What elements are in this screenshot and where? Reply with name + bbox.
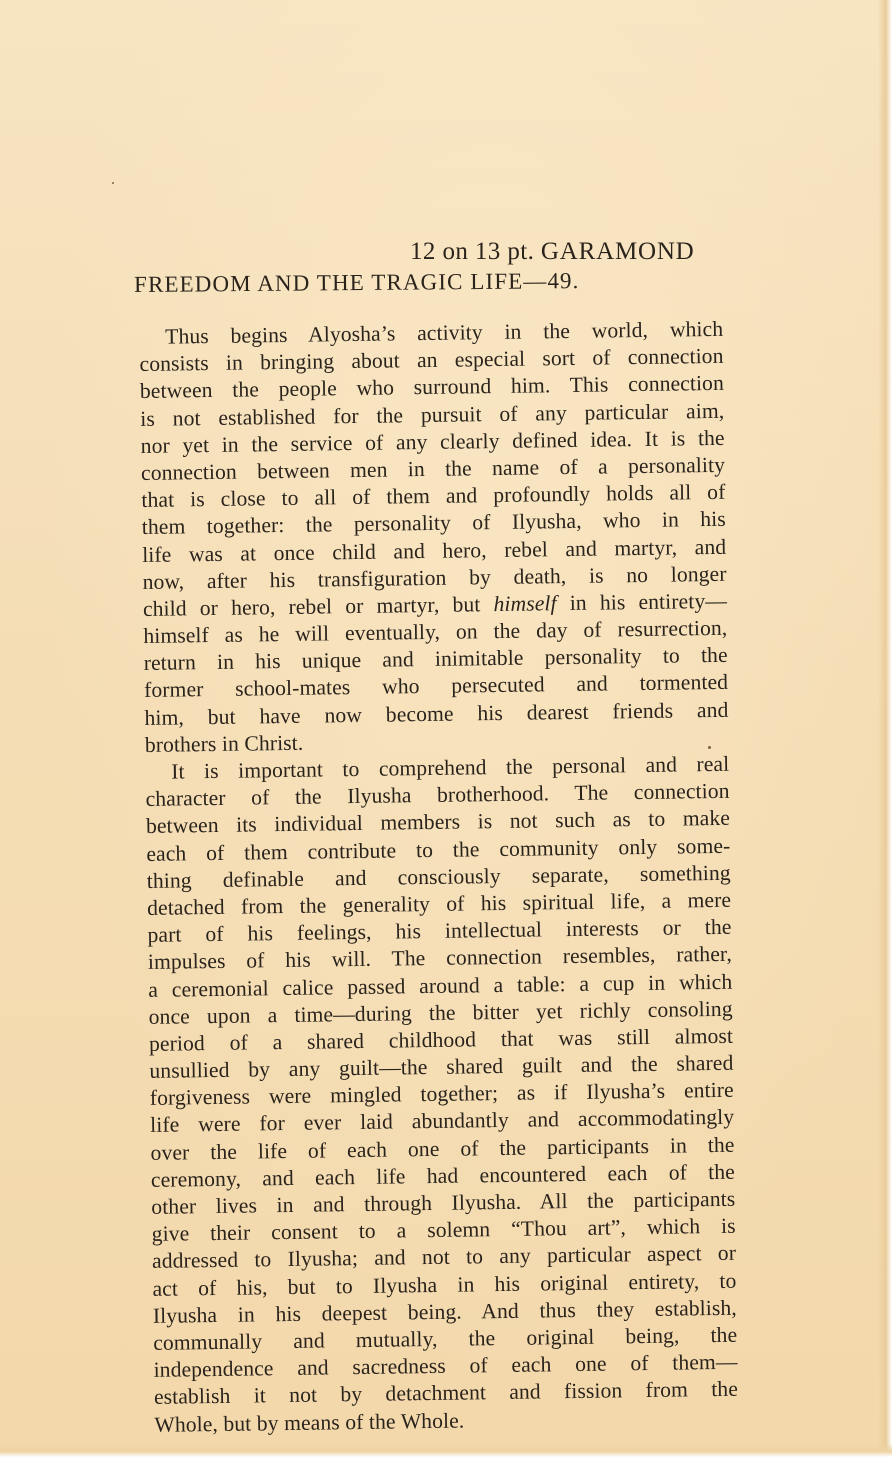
text-line: communally and mutually, the original being, the [153, 1322, 738, 1355]
paragraph-1 [139, 316, 729, 759]
text-line: forgiveness were mingled together; as if Ilyusha’s entire [149, 1078, 734, 1111]
text-line: character of the Ilyusha brotherhood. The connection [145, 778, 730, 812]
paper-speck [112, 182, 114, 184]
text-line: return in his unique and inimitable personality to the [143, 643, 728, 676]
text-line: other lives in and through Ilyusha. All the participants [151, 1186, 736, 1219]
text-span: child or hero, rebel or martyr, but [142, 591, 494, 621]
typeface-size: 12 on 13 pt. [410, 238, 535, 265]
text-line: himself as he will eventually, on the day of resurrection, [143, 615, 728, 649]
text-line: now, after his transfiguration by death, is no longer [142, 561, 727, 594]
text-line: give their consent to a solemn “Thou art”, which is [151, 1213, 736, 1247]
text-line: him, but have now become his dearest friends and [144, 697, 729, 730]
text-line: each of them contribute to the community only some- [146, 833, 731, 866]
text-line: former school-mates who persecuted and tormented [143, 670, 729, 703]
text-line: thing definable and consciously separate, something [146, 860, 731, 893]
text-line: once upon a time—during the bitter yet richly consoling [148, 996, 733, 1029]
torn-right-edge [878, 0, 892, 1457]
text-line: life was at once child and hero, rebel and martyr, and [142, 534, 727, 567]
italic-emphasis: himself [493, 591, 557, 616]
text-line: connection between men in the name of a personality [140, 452, 726, 485]
text-line: between its individual members is not such as to make [145, 806, 731, 839]
typeface-spec [410, 238, 695, 266]
text-line: detached from the generality of his spiritual life, a mere [146, 887, 732, 920]
text-line: consists in bringing about an especial sort of connection [139, 344, 724, 377]
text-line: Ilyusha in his deepest being. And thus they establish, [152, 1295, 737, 1328]
text-line: period of a shared childhood that was still almost [148, 1023, 734, 1056]
text-line: Thus begins Alyosha’s activity in the world, which [165, 316, 724, 349]
text-line: nor yet in the service of any clearly defined idea. It is the [140, 425, 725, 458]
text-line: establish it not by detachment and fission from the [153, 1377, 739, 1410]
text-line: part of his feelings, his intellectual interests or the [147, 914, 732, 948]
text-line: It is important to comprehend the personal and real [171, 751, 730, 784]
text-line: act of his, but to Ilyusha in his original entirety, to [152, 1268, 737, 1301]
body-text [139, 316, 739, 1439]
running-head: FREEDOM AND THE TRAGIC LIFE—49. [134, 268, 580, 297]
page-bottom-edge [0, 1443, 892, 1457]
paper-speck [708, 746, 711, 749]
text-line: addressed to Ilyusha; and not to any particular aspect or [151, 1241, 737, 1274]
text-line: ceremony, and each life had encountered each of the [150, 1159, 736, 1192]
text-line: a ceremonial calice passed around a table: a cup in which [148, 969, 733, 1002]
text-line: brothers in Christ. [144, 730, 304, 757]
text-line: them together: the personality of Ilyusha, who in his [141, 507, 726, 540]
text-line: is not established for the pursuit of any particular aim, [140, 398, 725, 431]
paragraph-2 [145, 751, 738, 1439]
text-span: in his entirety— [556, 588, 728, 616]
text-line: Whole, but by means of the Whole. [154, 1408, 465, 1437]
text-line: over the life of each one of the participants in the [150, 1132, 735, 1165]
text-line: impulses of his will. The connection resembles, rather, [147, 942, 733, 975]
text-line: unsullied by any guilt—the shared guilt and the shared [149, 1050, 734, 1083]
typeface-name: GARAMOND [540, 238, 695, 265]
text-line: independence and sacredness of each one of them— [153, 1349, 738, 1383]
text-line: between the people who surround him. This connection [139, 371, 725, 404]
text-line: that is close to all of them and profoundly holds all of [141, 479, 726, 513]
text-line: life were for ever laid abundantly and accommodatingly [150, 1105, 735, 1138]
